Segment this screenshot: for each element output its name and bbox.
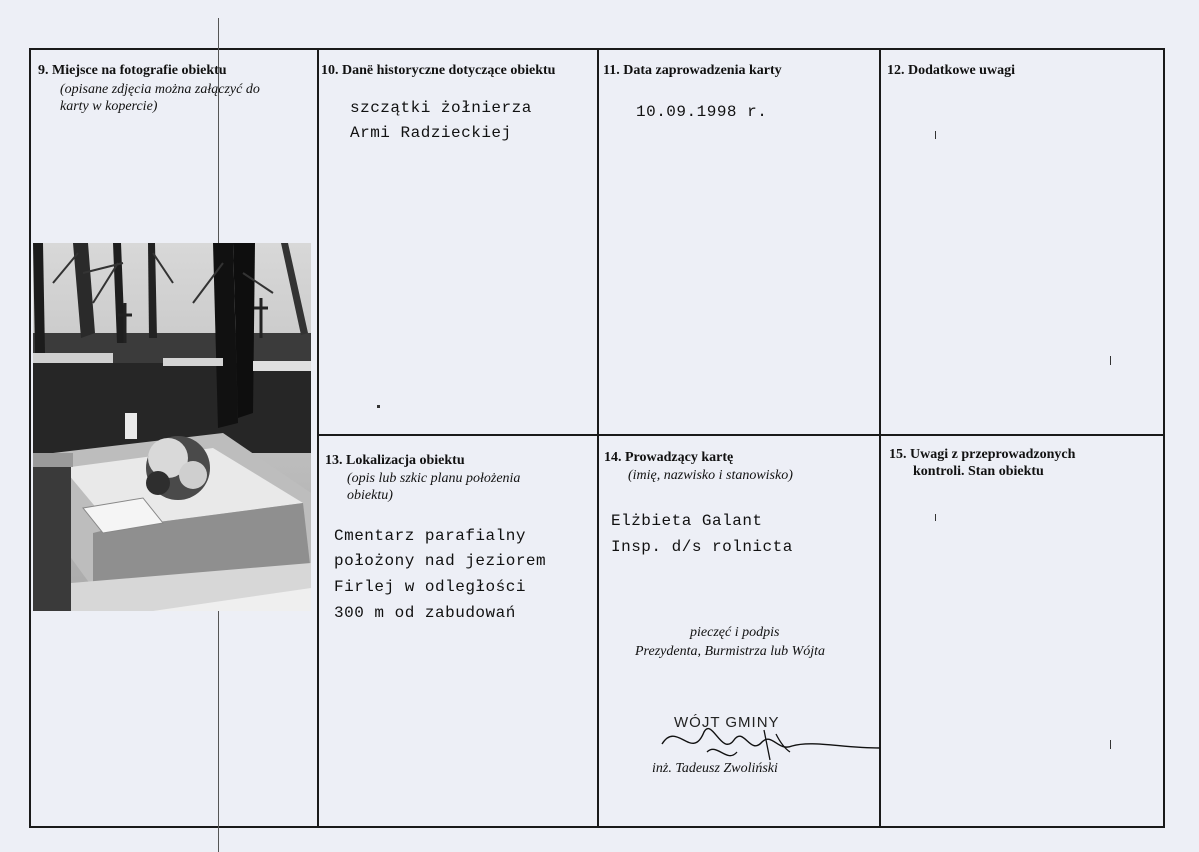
field-12-title: 12. Dodatkowe uwagi — [887, 63, 1015, 78]
stamp-text: WÓJT GMINY — [674, 714, 780, 731]
field-15-title-line-1: 15. Uwagi z przeprowadzonych — [889, 447, 1076, 462]
field-14-value-line-2: Insp. d/s rolnicta — [611, 538, 793, 556]
signer-name: inż. Tadeusz Zwoliński — [652, 761, 778, 776]
row-divider — [317, 434, 1165, 436]
field-14-note: (imię, nazwisko i stanowisko) — [628, 468, 793, 483]
field-14-value-line-1: Elżbieta Galant — [611, 512, 763, 530]
field-9-title: 9. Miejsce na fotografie obiektu — [38, 63, 227, 78]
field-13-value-line-3: Firlej w odległości — [334, 578, 526, 596]
cemetery-graves-winter-photo — [33, 243, 311, 611]
field-12-additional-notes — [887, 62, 1157, 79]
field-10-value-line-1: szczątki żołnierza — [350, 99, 532, 117]
field-13-value-line-2: położony nad jeziorem — [334, 552, 547, 570]
field-10-value-line-2: Armi Radzieckiej — [350, 124, 512, 142]
column-divider-3 — [879, 48, 881, 828]
field-9-photo-place — [38, 62, 313, 115]
scan-speck — [1110, 356, 1111, 365]
field-14-card-keeper — [604, 449, 876, 484]
field-14-title: 14. Prowadzący kartę — [604, 450, 734, 465]
scan-speck — [1110, 740, 1111, 749]
field-13-value-line-4: 300 m od zabudowań — [334, 604, 516, 622]
field-13-title: 13. Lokalizacja obiektu — [325, 453, 465, 468]
field-9-note: (opisane zdjęcia można załączyć do karty w kopercie) — [60, 82, 260, 114]
field-11-card-date — [603, 62, 877, 79]
field-13-note: (opis lub szkic planu położenia obiektu) — [347, 471, 521, 503]
field-10-title: 10. Danë historyczne dotyczące obiektu — [321, 63, 556, 78]
field-15-inspection-remarks — [889, 446, 1159, 480]
field-13-value-line-1: Cmentarz parafialny — [334, 527, 526, 545]
field-11-title: 11. Data zaprowadzenia karty — [603, 63, 782, 78]
field-11-value: 10.09.1998 r. — [636, 103, 768, 121]
frame-right — [1163, 48, 1165, 828]
column-divider-2 — [597, 48, 599, 828]
frame-left — [29, 48, 31, 828]
field-13-location — [325, 452, 595, 504]
stamp-caption-line-1: pieczęć i podpis — [690, 625, 780, 640]
column-divider-1 — [317, 48, 319, 828]
scan-speck — [935, 514, 936, 521]
field-15-title-line-2: kontroli. Stan obiektu — [913, 464, 1044, 479]
field-10-historical-data — [321, 62, 595, 79]
stamp-caption-line-2: Prezydenta, Burmistrza lub Wójta — [635, 644, 826, 659]
scan-speck — [377, 405, 380, 408]
scan-speck — [935, 131, 936, 139]
frame-top — [29, 48, 1163, 50]
cemetery-photo — [33, 243, 311, 611]
